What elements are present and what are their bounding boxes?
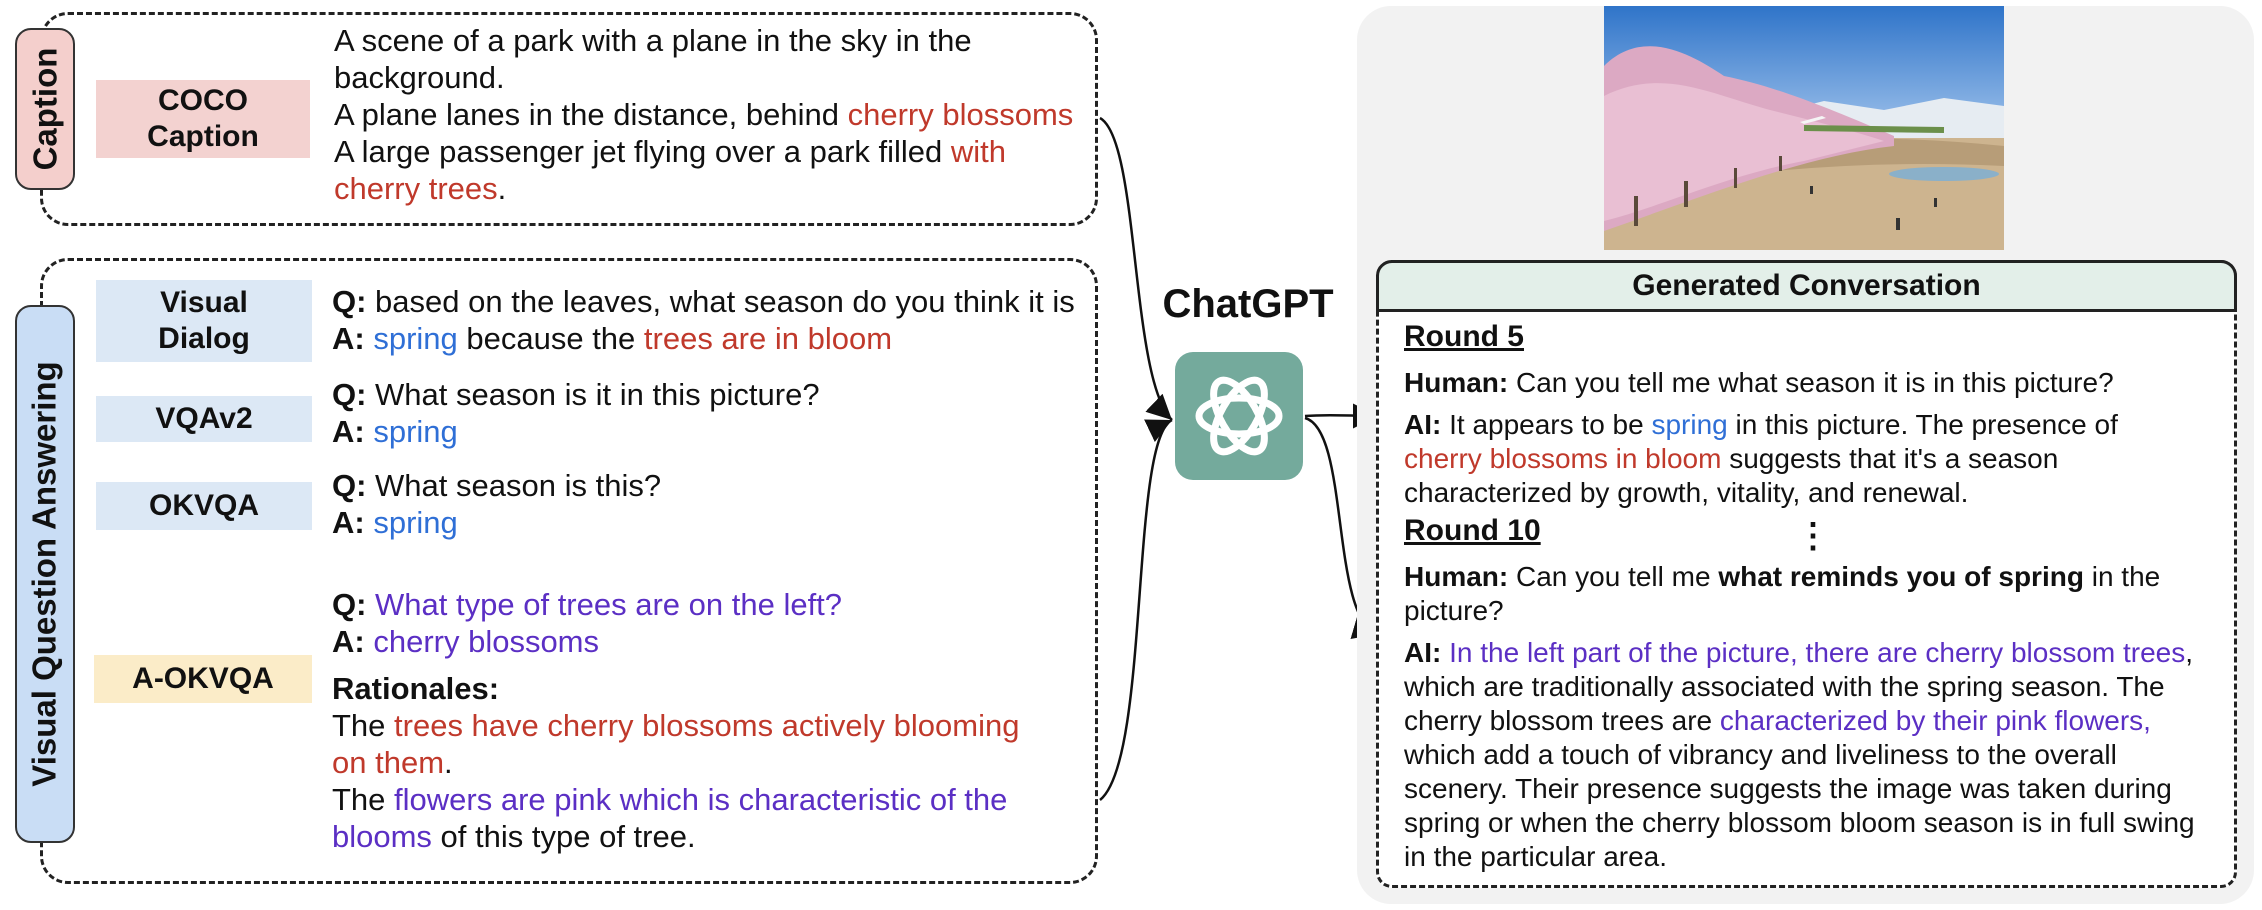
coco-caption-label: COCO Caption: [96, 80, 310, 158]
rationale-1-line-1: The trees have cherry blossoms actively blooming: [332, 708, 1020, 743]
caption-line-2: A plane lanes in the distance, behind cherry blossoms: [334, 97, 1074, 132]
rationale-2-line-2: blooms of this type of tree.: [332, 819, 696, 854]
round10-ai-line-2: which are traditionally associated with the spring season. The: [1404, 671, 2165, 702]
round5-human: Human: Can you tell me what season it is in this picture?: [1404, 367, 2114, 398]
vqav2-question: Q: What season is it in this picture?: [332, 377, 820, 412]
round5-title: Round 5: [1404, 320, 1524, 353]
round10-ai-line-3: cherry blossom trees are characterized by their pink flowers,: [1404, 705, 2151, 736]
round10-human-line-1: Human: Can you tell me what reminds you of spring in the: [1404, 561, 2161, 592]
round10-block: [1404, 514, 2234, 874]
caption-side-label: Caption: [26, 47, 64, 171]
round5-ai-line-3: characterized by growth, vitality, and renewal.: [1404, 477, 1969, 508]
rationale-1-line-2: on them.: [332, 745, 453, 780]
aokvqa-label: A-OKVQA: [94, 655, 312, 703]
conversation-header-label: Generated Conversation: [1632, 269, 1981, 302]
round10-ai-line-4: which add a touch of vibrancy and liveliness to the overall: [1404, 739, 2117, 770]
round5-ai-line-1: AI: It appears to be spring in this picture. The presence of: [1404, 409, 2118, 440]
caption-line-1b: background.: [334, 60, 505, 95]
okvqa-answer: A: spring: [332, 505, 458, 540]
arrow-caption-to-chatgpt: [1100, 118, 1172, 420]
vqa-side-label: Visual Question Answering: [26, 361, 63, 787]
arrow-vqa-to-chatgpt: [1100, 420, 1172, 800]
aokvqa-question: Q: What type of trees are on the left?: [332, 587, 843, 622]
aokvqa-answer: A: cherry blossoms: [332, 624, 600, 659]
rationale-2-line-1: The flowers are pink which is characteristic of the: [332, 782, 1008, 817]
round10-ai-line-1: AI: In the left part of the picture, there are cherry blossom trees,: [1404, 637, 2194, 668]
park-photo: [1604, 6, 2004, 250]
vqav2-label: VQAv2: [96, 396, 312, 442]
vqav2-answer: A: spring: [332, 414, 458, 449]
okvqa-question: Q: What season is this?: [332, 468, 662, 503]
round10-title: Round 10: [1404, 514, 1541, 547]
round5-ai-line-2: cherry blossoms in bloom suggests that it's a season: [1404, 443, 2059, 474]
round10-ai-line-6: spring or when the cherry blossom bloom season is in full swing: [1404, 807, 2195, 838]
round10-ai-line-7: in the particular area.: [1404, 841, 1668, 872]
visual-dialog-answer: A: spring because the trees are in bloom: [332, 321, 893, 356]
okvqa-label: OKVQA: [96, 482, 312, 530]
caption-line-1: A scene of a park with a plane in the sky in the: [334, 23, 972, 58]
visual-dialog-label: Visual Dialog: [96, 280, 312, 362]
caption-line-3: A large passenger jet flying over a park filled with: [334, 134, 1007, 169]
conversation-header: [1376, 260, 2237, 312]
ellipsis-divider: ⋮: [1796, 517, 1830, 555]
visual-dialog-question: Q: based on the leaves, what season do you think it is: [332, 284, 1075, 319]
round10-human-line-2: picture?: [1404, 595, 1504, 626]
caption-line-4: cherry trees.: [334, 171, 507, 206]
round5-block: [1404, 320, 2234, 510]
chatgpt-title: ChatGPT: [1162, 282, 1334, 326]
round10-ai-line-5: scenery. Their presence suggests the image was taken during: [1404, 773, 2172, 804]
rationales-heading: Rationales:: [332, 671, 500, 706]
